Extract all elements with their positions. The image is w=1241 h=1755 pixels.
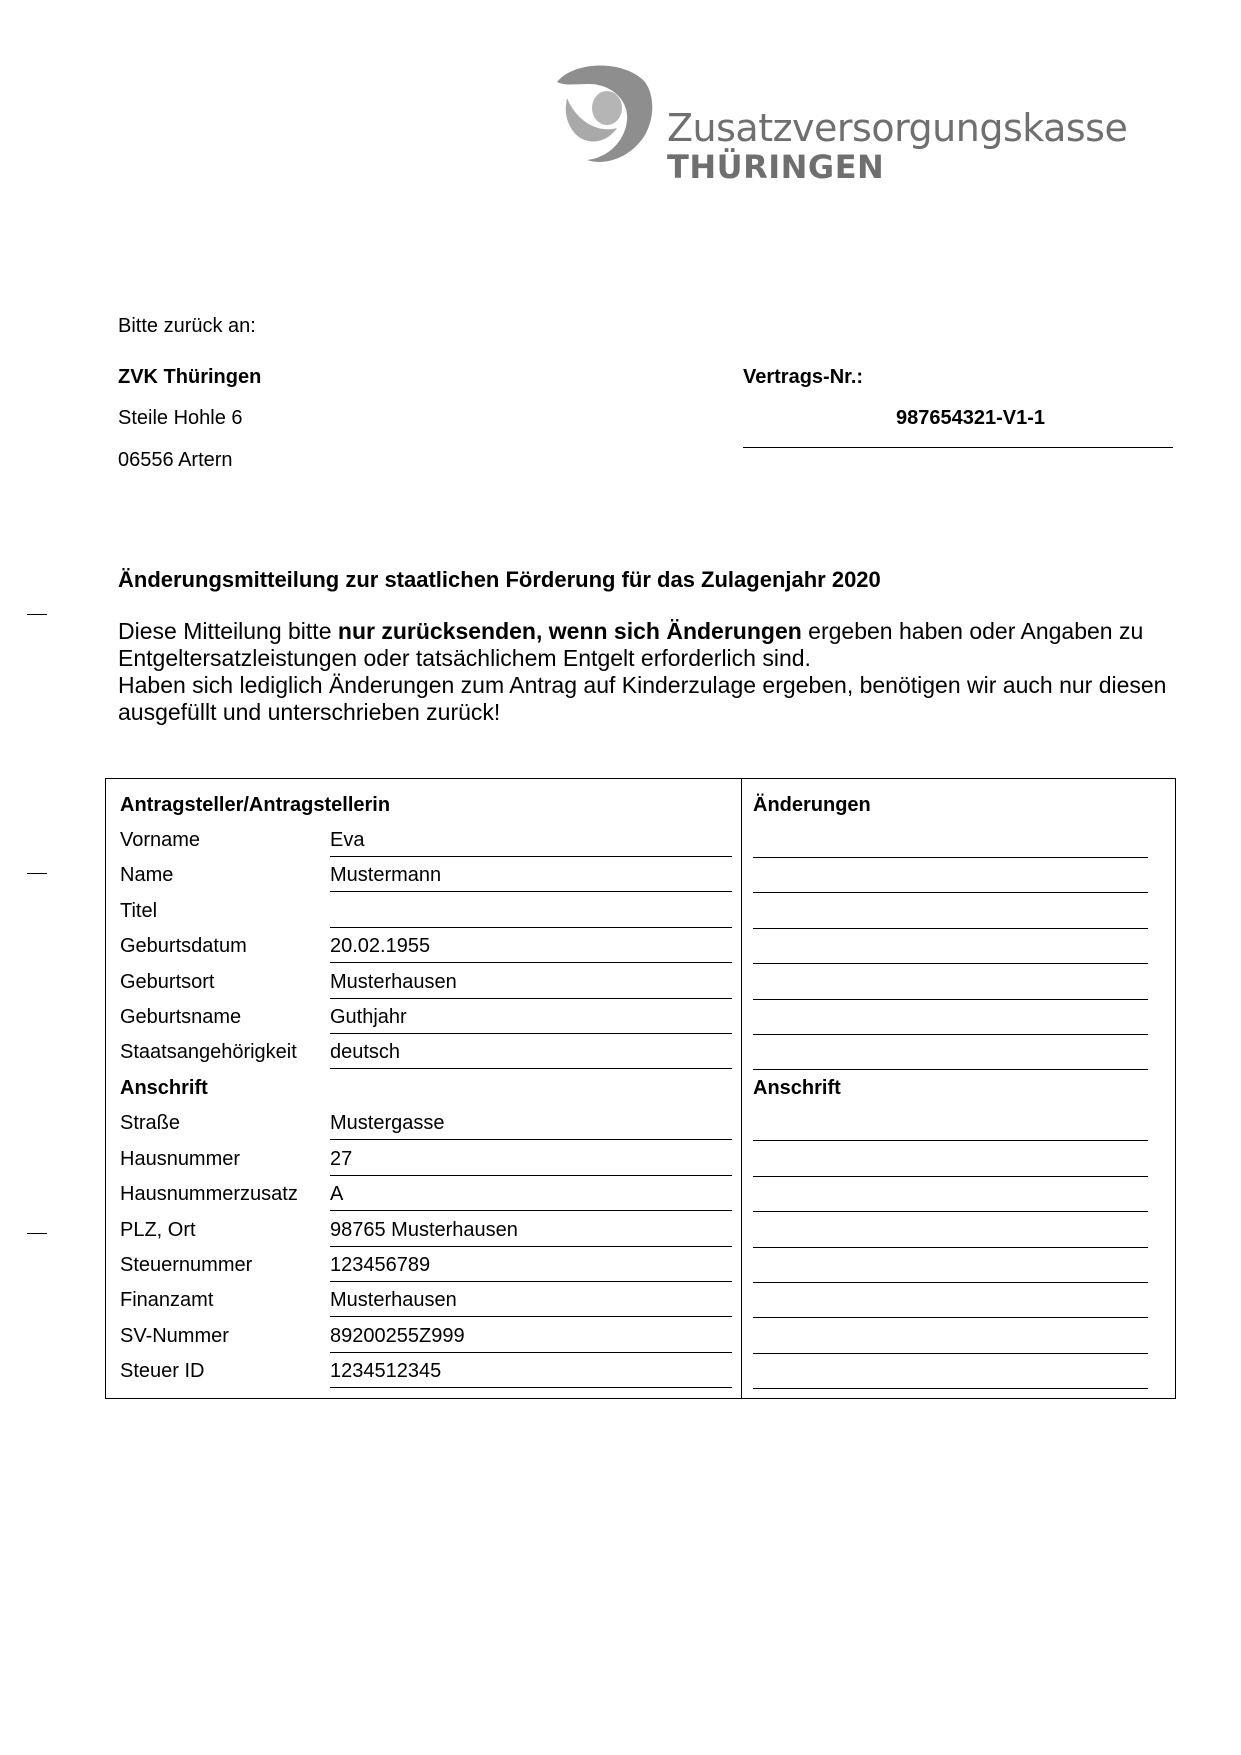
change-field-geburtsname[interactable] bbox=[753, 1034, 1148, 1035]
fold-mark bbox=[27, 614, 47, 615]
field-geburtsort[interactable]: Musterhausen bbox=[330, 965, 732, 999]
field-finanzamt[interactable]: Musterhausen bbox=[330, 1283, 732, 1317]
zvk-eye-logo-icon bbox=[555, 62, 655, 172]
field-strasse[interactable]: Mustergasse bbox=[330, 1106, 732, 1140]
field-label-sv-nummer: SV-Nummer bbox=[120, 1325, 229, 1347]
logo-text-line1: Zusatzversorgungskasse bbox=[667, 106, 1128, 150]
fold-mark bbox=[27, 1233, 47, 1234]
intro-text bbox=[118, 618, 1198, 726]
field-label-geburtsort: Geburtsort bbox=[120, 971, 215, 993]
field-vorname[interactable]: Eva bbox=[330, 823, 732, 857]
intro-paragraph-2: Haben sich lediglich Änderungen zum Antrag auf Kinderzulage ergeben, benötigen wir auch nur diesen ausgefüllt und unterschrieben zurück! bbox=[118, 672, 1167, 725]
field-steuer-id[interactable]: 1234512345 bbox=[330, 1354, 732, 1388]
field-steuernummer[interactable]: 123456789 bbox=[330, 1248, 732, 1282]
field-name[interactable]: Mustermann bbox=[330, 858, 732, 892]
address-heading: Anschrift bbox=[120, 1077, 208, 1099]
field-label-finanzamt: Finanzamt bbox=[120, 1289, 214, 1311]
field-label-geburtsname: Geburtsname bbox=[120, 1006, 242, 1028]
field-label-steuernummer: Steuernummer bbox=[120, 1254, 253, 1276]
field-label-staatsangehoerigkeit: Staatsangehörigkeit bbox=[120, 1041, 297, 1063]
intro-paragraph-1: Diese Mitteilung bitte nur zurücksenden, wenn sich Änderungen ergeben haben oder Angaben zu Entgeltersatzleistungen oder tatsächlichem Entgelt erforderlich sind. bbox=[118, 618, 1144, 671]
return-city: 06556 Artern bbox=[118, 449, 233, 471]
fold-mark bbox=[27, 873, 47, 874]
document-heading: Änderungsmitteilung zur staatlichen Förderung für das Zulagenjahr 2020 bbox=[118, 567, 881, 592]
change-field-plz-ort[interactable] bbox=[753, 1247, 1148, 1248]
change-field-finanzamt[interactable] bbox=[753, 1317, 1148, 1318]
return-street: Steile Hohle 6 bbox=[118, 407, 243, 429]
change-field-geburtsort[interactable] bbox=[753, 999, 1148, 1000]
logo-text-line2: THÜRINGEN bbox=[667, 148, 885, 186]
field-label-hausnummerzusatz: Hausnummerzusatz bbox=[120, 1183, 298, 1205]
field-geburtsname[interactable]: Guthjahr bbox=[330, 1000, 732, 1034]
field-label-titel: Titel bbox=[120, 900, 158, 922]
field-hausnummer[interactable]: 27 bbox=[330, 1142, 732, 1176]
logo bbox=[555, 62, 1128, 192]
change-field-titel[interactable] bbox=[753, 928, 1148, 929]
field-label-plz-ort: PLZ, Ort bbox=[120, 1219, 196, 1241]
change-field-sv-nummer[interactable] bbox=[753, 1353, 1148, 1354]
field-label-strasse: Straße bbox=[120, 1112, 181, 1134]
change-field-name[interactable] bbox=[753, 892, 1148, 893]
field-label-steuer-id: Steuer ID bbox=[120, 1360, 205, 1382]
contract-label: Vertrags-Nr.: bbox=[743, 366, 864, 388]
change-field-strasse[interactable] bbox=[753, 1140, 1148, 1141]
contract-underline bbox=[743, 447, 1173, 448]
field-label-vorname: Vorname bbox=[120, 829, 201, 851]
field-titel[interactable] bbox=[330, 894, 732, 928]
form-column-divider bbox=[741, 778, 742, 1399]
return-label: Bitte zurück an: bbox=[118, 315, 256, 337]
change-field-steuernummer[interactable] bbox=[753, 1282, 1148, 1283]
return-name: ZVK Thüringen bbox=[118, 366, 262, 388]
field-sv-nummer[interactable]: 89200255Z999 bbox=[330, 1319, 732, 1353]
changes-address-heading: Anschrift bbox=[753, 1077, 841, 1099]
change-field-hausnummerzusatz[interactable] bbox=[753, 1211, 1148, 1212]
field-plz-ort[interactable]: 98765 Musterhausen bbox=[330, 1213, 732, 1247]
field-geburtsdatum[interactable]: 20.02.1955 bbox=[330, 929, 732, 963]
contract-number: 987654321-V1-1 bbox=[896, 407, 1046, 429]
change-field-vorname[interactable] bbox=[753, 857, 1148, 858]
changes-heading: Änderungen bbox=[753, 794, 871, 816]
field-label-name: Name bbox=[120, 864, 174, 886]
change-field-geburtsdatum[interactable] bbox=[753, 963, 1148, 964]
field-staatsangehoerigkeit[interactable]: deutsch bbox=[330, 1035, 732, 1069]
field-label-hausnummer: Hausnummer bbox=[120, 1148, 241, 1170]
change-field-steuer-id[interactable] bbox=[753, 1388, 1148, 1389]
change-field-staatsangehoerigkeit[interactable] bbox=[753, 1069, 1148, 1070]
applicant-heading: Antragsteller/Antragstellerin bbox=[120, 794, 391, 816]
field-label-geburtsdatum: Geburtsdatum bbox=[120, 935, 247, 957]
change-field-hausnummer[interactable] bbox=[753, 1176, 1148, 1177]
field-hausnummerzusatz[interactable]: A bbox=[330, 1177, 732, 1211]
